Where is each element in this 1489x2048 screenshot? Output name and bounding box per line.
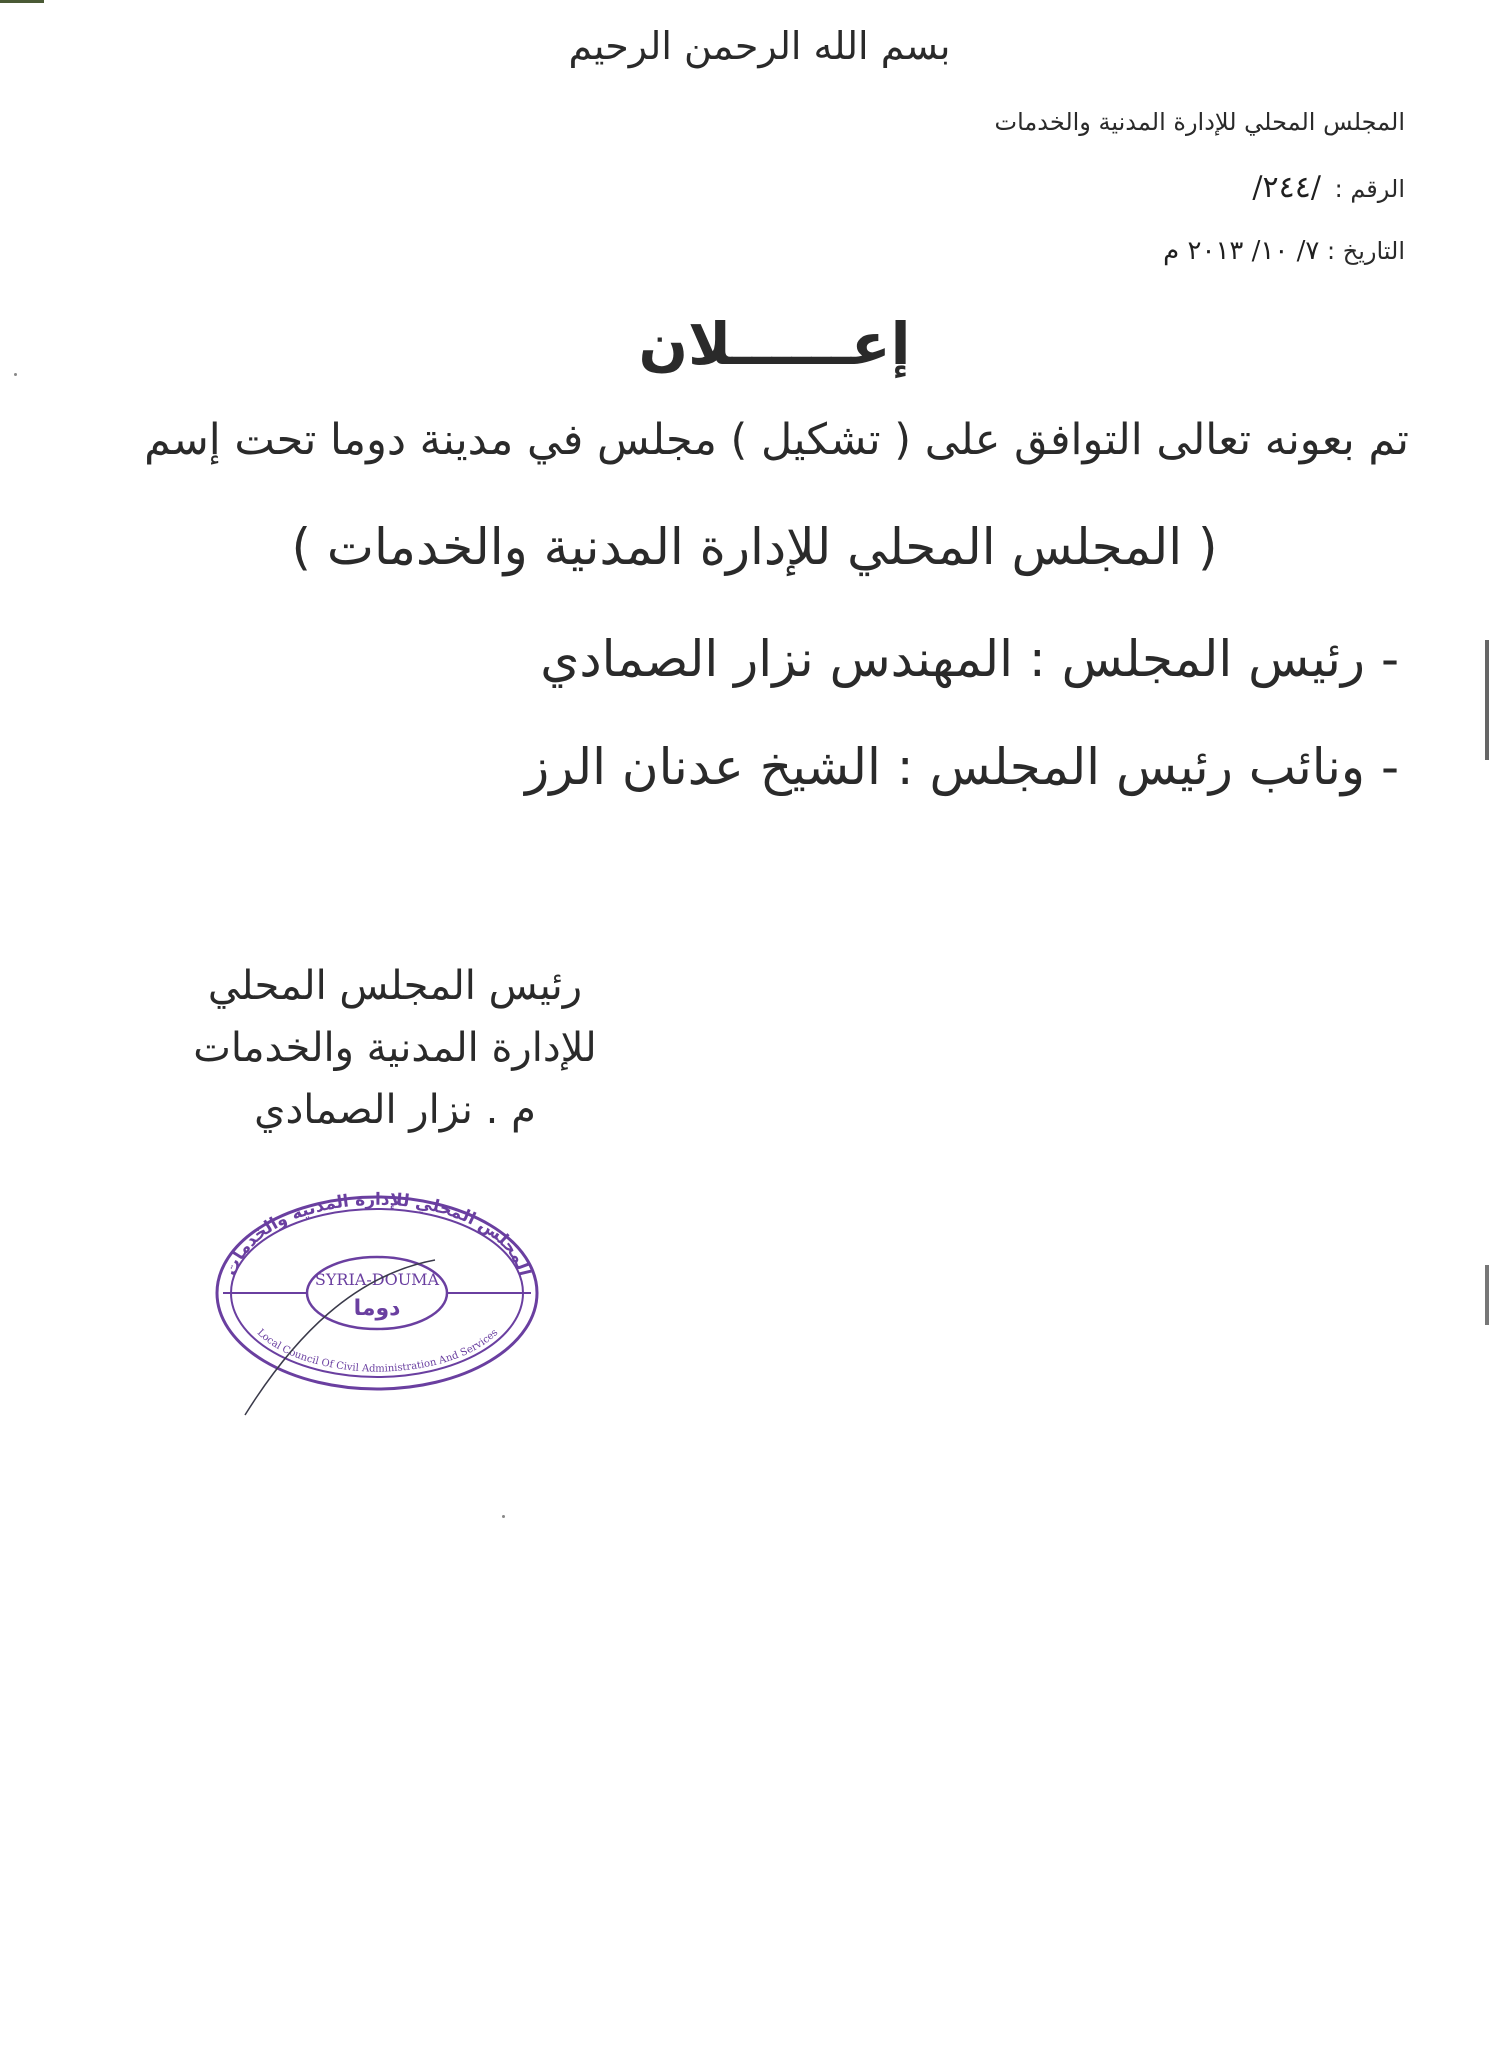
basmala: بسم الله الرحمن الرحيم (568, 24, 951, 68)
svg-text:المجلس المحلي للإدارة المدنية (221, 1190, 534, 1279)
council-name: ( المجلس المحلي للإدارة المدنية والخدمات ) (291, 518, 1218, 576)
reference-number (1246, 170, 1405, 205)
stamp-top-text: المجلس المحلي للإدارة المدنية والخدمات (220, 1189, 534, 1279)
announcement-text: تم بعونه تعالى التوافق على ( تشكيل ) مجلس في مدينة دوما تحت إسم (144, 415, 1409, 465)
scan-artifact (1485, 640, 1489, 760)
scan-artifact (0, 0, 44, 3)
stamp-center-text: دوما (353, 1296, 401, 1321)
stamp-bottom-text: Local Council Of Civil Administration And Services (254, 1327, 501, 1375)
signature-block (150, 955, 640, 1141)
date-value: ٧/ ١٠/ ٢٠١٣ م (1163, 236, 1320, 266)
scan-artifact (502, 1515, 505, 1518)
scan-artifact (1485, 1265, 1489, 1325)
signature-org: للإدارة المدنية والخدمات (193, 1025, 597, 1071)
date-label: التاريخ : (1326, 237, 1405, 265)
reference-number-label: الرقم : (1334, 175, 1405, 203)
signature-title: رئيس المجلس المحلي (207, 963, 583, 1009)
member-line-chairman: - رئيس المجلس : المهندس نزار الصمادي (540, 630, 1399, 688)
member-line-deputy: - ونائب رئيس المجلس : الشيخ عدنان الرز (525, 738, 1399, 796)
reference-number-value: /٢٤٤/ (1252, 170, 1321, 205)
document-date (1163, 236, 1405, 266)
page-title: إعــــــلان (638, 310, 911, 378)
official-stamp (205, 1165, 550, 1425)
signature-name: م . نزار الصمادي (254, 1087, 536, 1133)
stamp-middle-text: SYRIA-DOUMA (314, 1270, 440, 1289)
header-organization: المجلس المحلي للإدارة المدنية والخدمات (994, 108, 1405, 136)
scan-artifact (14, 373, 17, 376)
